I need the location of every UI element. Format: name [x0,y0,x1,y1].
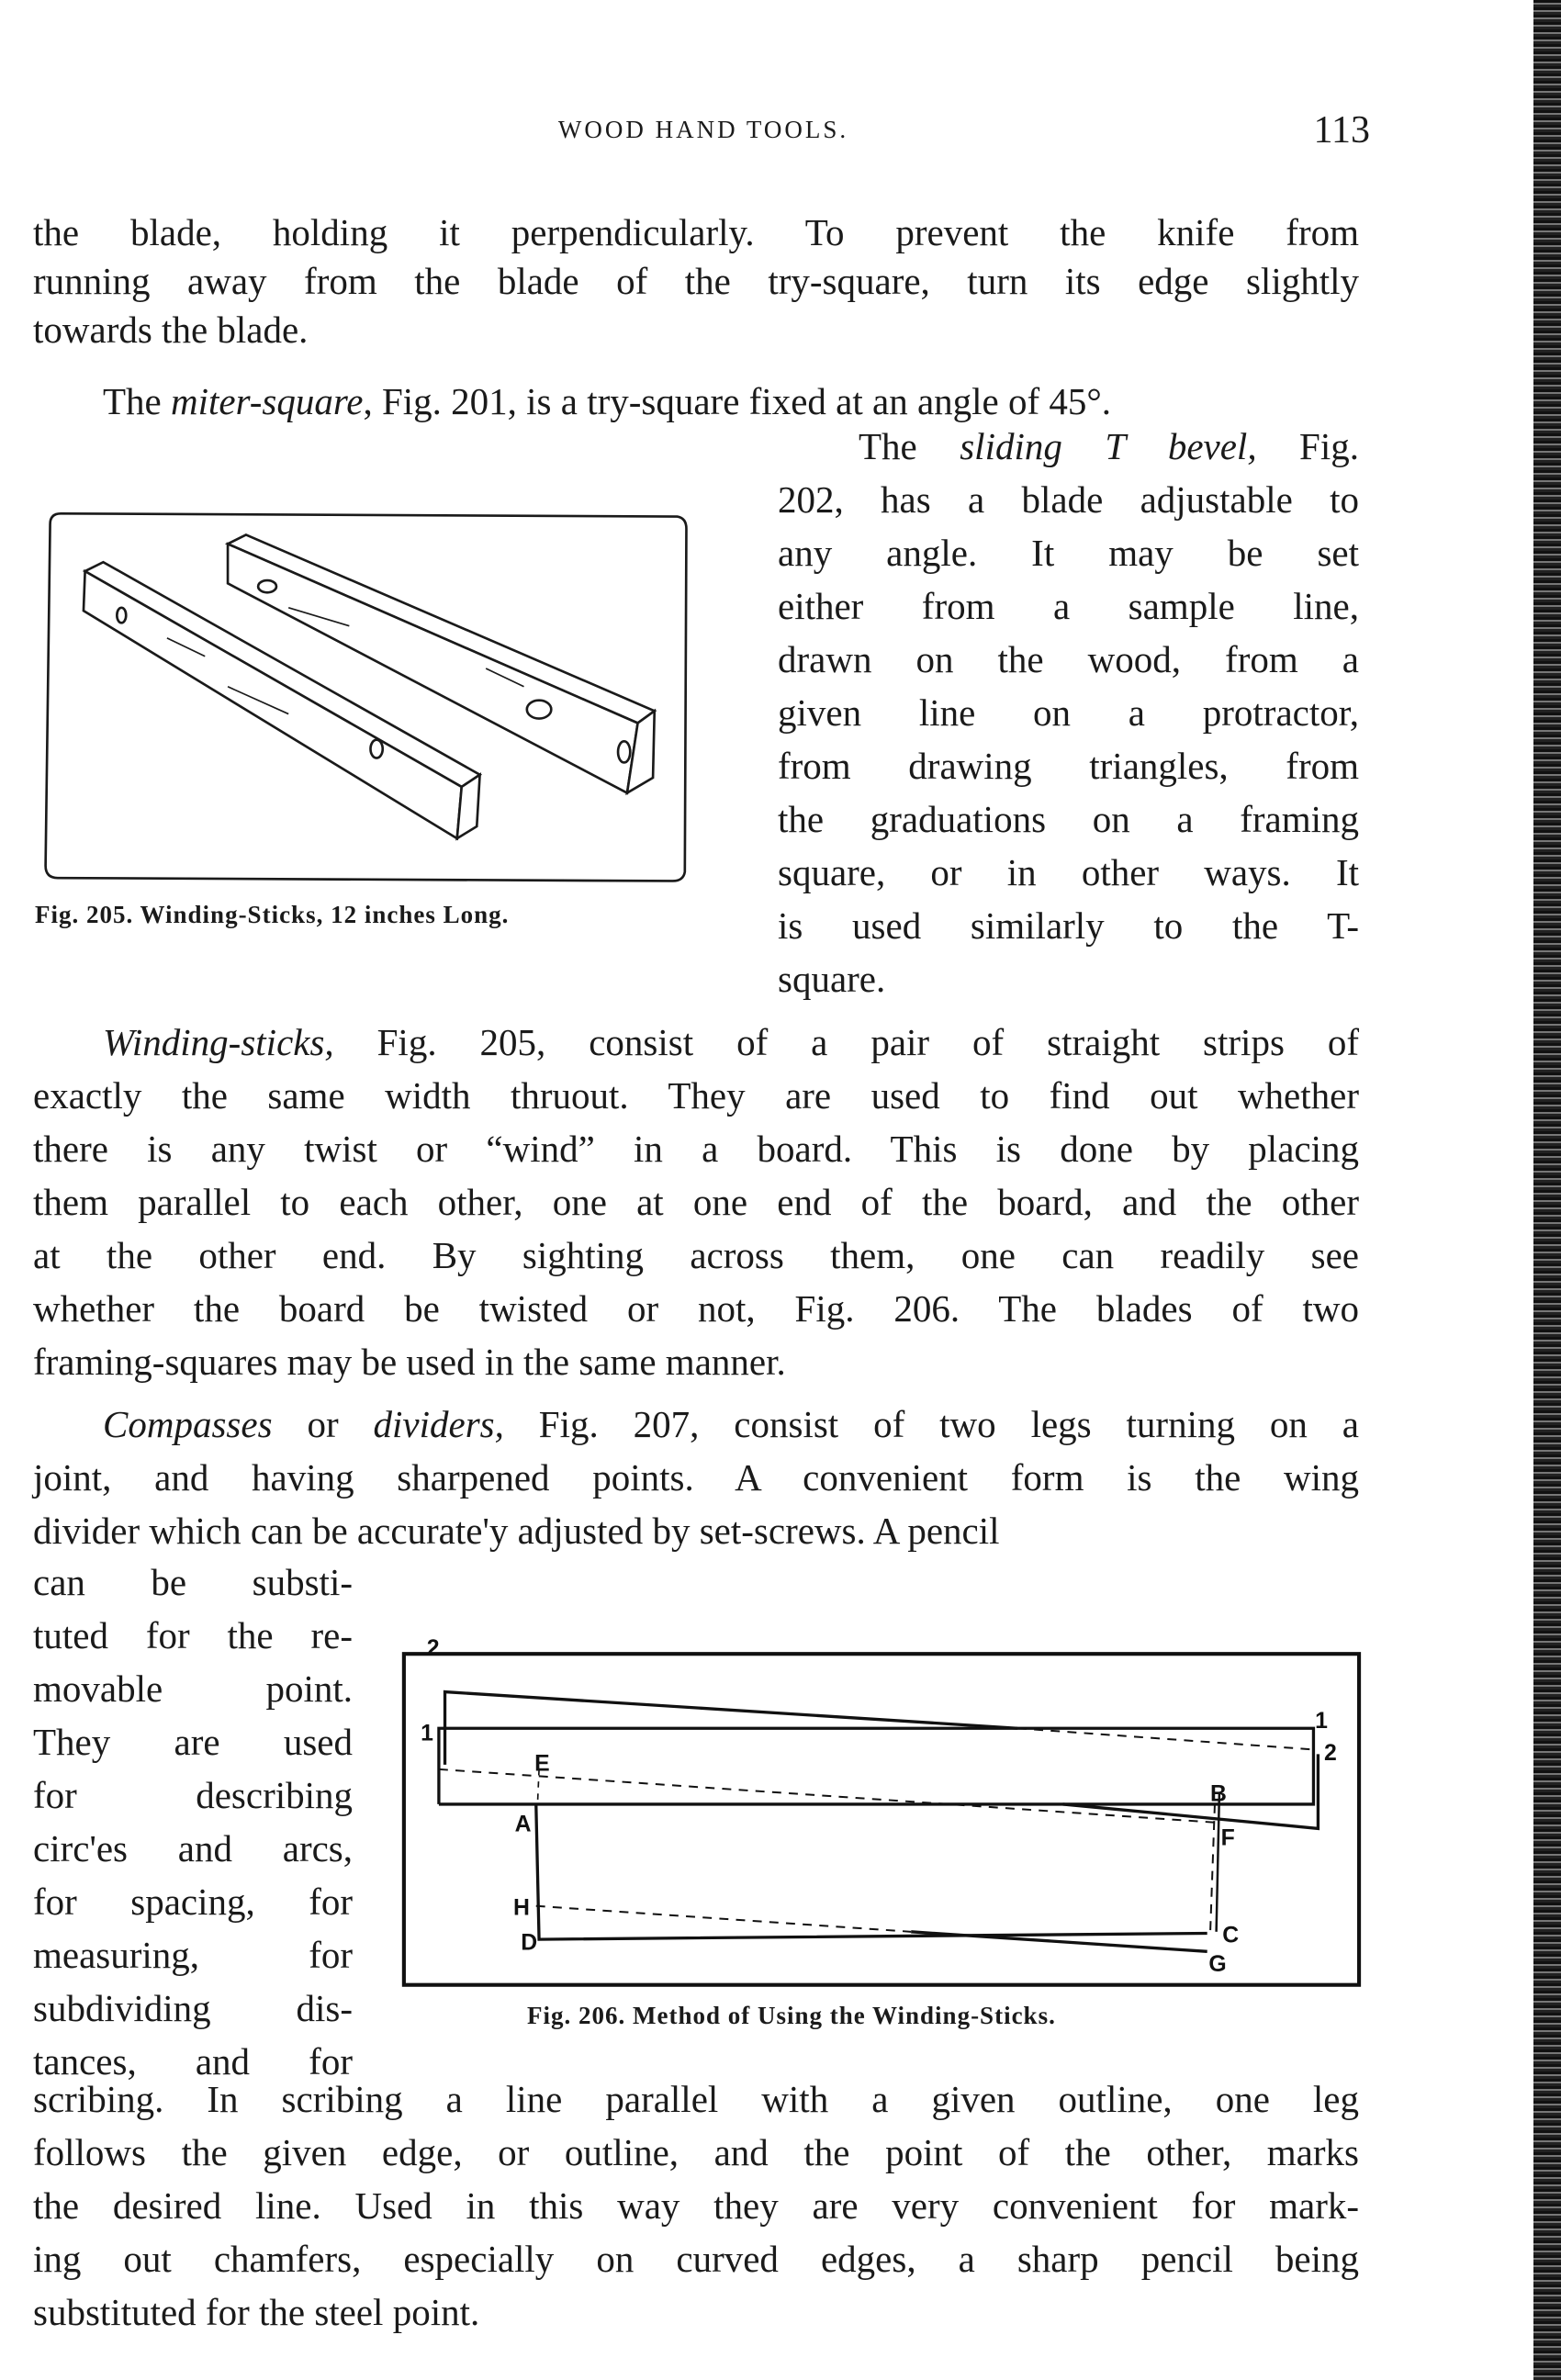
label-e: E [534,1751,550,1777]
figure-206-diagram [404,1636,1359,1985]
label-2-left: 2 [426,1635,440,1661]
italic-term: sliding T bevel, [960,425,1257,467]
text-run: can be substi- [33,1561,353,1603]
text-run: , Fig. 201, is a try-square fixed at an angle of 45°. [363,380,1112,422]
text-run: Fig. 205, consist of a pair of straight strips of [333,1021,1359,1063]
figure-206-caption: Fig. 206. Method of Using the Winding-Sticks. [527,2002,1056,2029]
text-run: for describing [33,1774,353,1816]
text-run: The [103,380,171,422]
text-run: running away from the blade of the try-square, turn its edge slightly [33,260,1359,302]
label-c: C [1222,1923,1240,1948]
text-run: towards the blade. [33,309,309,351]
label-1-left: 1 [421,1721,433,1746]
text-run: framing-squares may be used in the same manner. [33,1341,786,1383]
text-run: subdividing dis- [33,1987,353,2029]
italic-term: Compasses [103,1403,273,1445]
text-run: for spacing, for [33,1880,353,1923]
italic-term: Winding-sticks, [103,1021,334,1063]
text-run: whether the board be twisted or not, Fig. 206. The blades of two [33,1287,1359,1330]
text-run: divider which can be accurate'y adjusted by set-screws. A pencil [33,1510,1000,1552]
text-run: tances, and for [33,2040,353,2082]
text-run: square. [778,958,886,1000]
label-b: B [1209,1781,1227,1807]
sight-line-bottom [439,1769,1215,1823]
text-run: tuted for the re- [33,1614,353,1656]
label-a: A [514,1812,532,1837]
text-run: either from a sample line, [778,585,1359,627]
sight-line-top [1017,1728,1313,1749]
text-run: joint, and having sharpened points. A convenient form is the wing [33,1456,1359,1499]
label-d: D [521,1930,538,1956]
text-run: any angle. It may be set [778,532,1359,574]
text-run: circ'es and arcs, [33,1827,353,1869]
text-run: ing out chamfers, especially on curved edges, a sharp pencil being [33,2238,1359,2280]
text-run: the graduations on a framing [778,798,1359,840]
stick-1-1 [439,1728,1314,1804]
text-run: the desired line. Used in this way they are very convenient for mark- [33,2184,1359,2227]
italic-term: dividers, [373,1403,504,1445]
text-run: drawn on the wood, from a [778,638,1359,680]
text-run: them parallel to each other, one at one end of the board, and the other [33,1181,1359,1223]
label-2-right: 2 [1324,1740,1337,1766]
edge-b-c [1210,1804,1215,1934]
text-run: Fig. [1256,425,1359,467]
text-run: at the other end. By sighting across them, one can readily see [33,1234,1359,1276]
figure-205-winding-sticks [46,513,687,881]
text-run: scribing. In scribing a line parallel with a given outline, one leg [33,2078,1359,2120]
italic-term: miter-square [171,380,364,422]
label-1-right: 1 [1315,1709,1328,1734]
page-number: 113 [1313,109,1370,152]
text-run: from drawing triangles, from [778,745,1359,787]
text-run: follows the given edge, or outline, and the point of the other, marks [33,2131,1359,2173]
sight-line-h [536,1906,911,1932]
figure-205-caption: Fig. 205. Winding-Sticks, 12 inches Long. [35,901,510,928]
text-run: or [272,1403,374,1445]
label-g: G [1208,1951,1227,1977]
text-run: 202, has a blade adjustable to [778,478,1359,521]
text-run: substituted for the steel point. [33,2291,480,2333]
edge-b-f [1217,1792,1219,1932]
text-run: square, or in other ways. It [778,851,1359,893]
board-a-d-c [536,1804,1207,1939]
text-run: They are used [33,1721,353,1763]
text-run: measuring, for [33,1934,353,1976]
label-h: H [512,1895,530,1921]
text-run: given line on a protractor, [778,691,1359,734]
text-run: there is any twist or “wind” in a board. This is done by placing [33,1128,1359,1170]
running-head: WOOD HAND TOOLS. [557,116,849,143]
text-run: The [859,425,960,467]
text-run: movable point. [33,1667,353,1710]
text-run: exactly the same width thruout. They are used to find out whether [33,1074,1359,1117]
text-run: is used similarly to the T- [778,904,1359,947]
text-run: Fig. 207, consist of two legs turning on a [503,1403,1359,1445]
scan-edge [1533,0,1561,2380]
text-run: the blade, holding it perpendicularly. To prevent the knife from [33,211,1359,253]
stick-2-2-bottom [1063,1754,1319,1828]
label-f: F [1220,1825,1235,1851]
